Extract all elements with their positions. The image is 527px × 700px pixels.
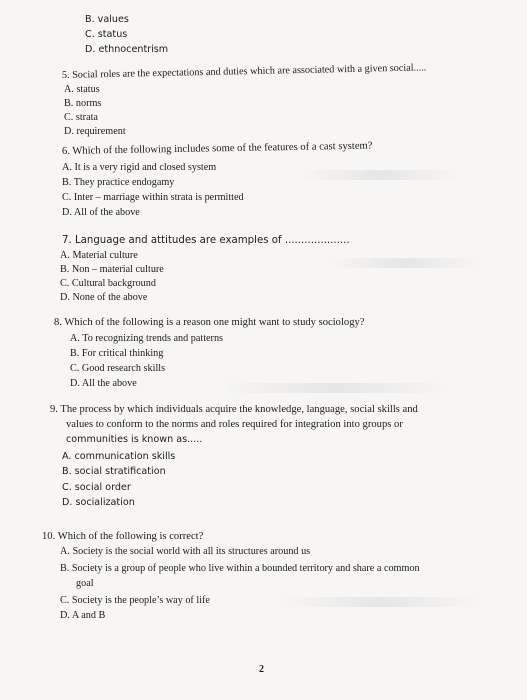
q10-option-d: D. A and B [60, 610, 106, 621]
q5-option-c: C. strata [64, 112, 98, 123]
q7-option-a: A. Material culture [60, 250, 138, 261]
q9-question-line-2: values to conform to the norms and roles required for integration into groups or [66, 419, 403, 430]
q4-option-b: B. values [85, 14, 129, 25]
q6-option-d: D. All of the above [62, 207, 140, 218]
q6-question: 6. Which of the following includes some of the features of a cast system? [61, 140, 373, 157]
page-number: 2 [259, 664, 264, 675]
q9-option-b: B. social stratification [62, 466, 166, 477]
q5-option-d: D. requirement [64, 126, 126, 137]
show-through-mark [300, 170, 460, 180]
q9-question-line-3: communities is known as..... [66, 434, 203, 445]
q10-option-b: B. Society is a group of people who live within a bounded territory and share a common [60, 563, 420, 574]
show-through-mark [330, 258, 480, 268]
q8-option-b: B. For critical thinking [70, 348, 164, 359]
q5-option-b: B. norms [64, 98, 102, 109]
q10-question: 10. Which of the following is correct? [42, 531, 204, 542]
q7-option-c: C. Cultural background [60, 278, 156, 289]
show-through-mark [280, 597, 480, 607]
q10-option-c: C. Society is the people’s way of life [60, 595, 210, 606]
q6-option-b: B. They practice endogamy [62, 177, 175, 188]
show-through-mark [220, 383, 450, 393]
q8-option-c: C. Good research skills [70, 363, 166, 374]
q8-option-a: A. To recognizing trends and patterns [70, 333, 224, 344]
q6-option-a: A. It is a very rigid and closed system [62, 162, 217, 173]
q8-option-d: D. All the above [70, 378, 137, 389]
q9-option-c: C. social order [62, 482, 131, 493]
q7-option-d: D. None of the above [60, 292, 148, 303]
q10-option-b-cont: goal [76, 578, 94, 589]
q10-option-a: A. Society is the social world with all its structures around us [60, 546, 311, 557]
q8-question: 8. Which of the following is a reason one might want to study sociology? [54, 317, 365, 328]
q5-question: 5. Social roles are the expectations and duties which are associated with a given social..... [61, 62, 427, 81]
q4-option-d: D. ethnocentrism [85, 44, 169, 55]
q6-option-c: C. Inter – marriage within strata is permitted [62, 192, 244, 203]
q9-option-d: D. socialization [62, 497, 135, 508]
q5-option-a: A. status [64, 84, 100, 95]
q4-option-c: C. status [85, 29, 128, 40]
q9-question-line-1: 9. The process by which individuals acquire the knowledge, language, social skills and [50, 404, 418, 415]
q7-option-b: B. Non – material culture [60, 264, 164, 275]
q7-question: 7. Language and attitudes are examples of .................... [62, 235, 350, 246]
q9-option-a: A. communication skills [62, 451, 176, 462]
